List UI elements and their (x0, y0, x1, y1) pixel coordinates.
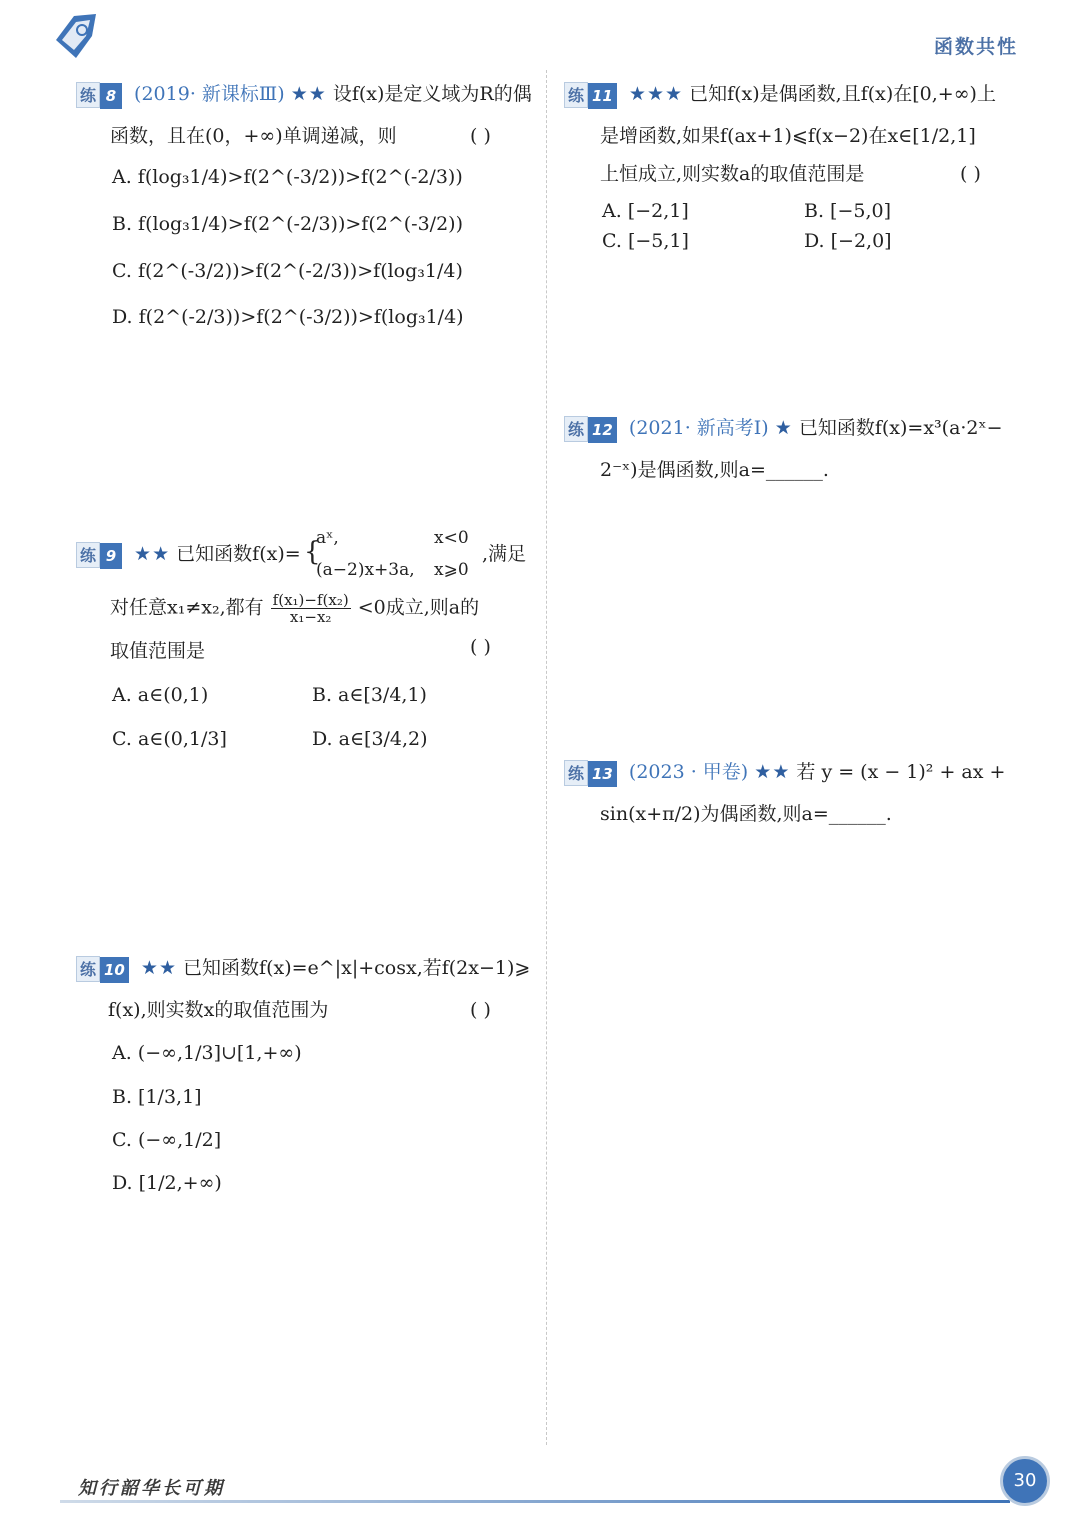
problem-text: 取值范围是 (110, 640, 206, 662)
option-c: C. a∈(0,1/3] (112, 728, 227, 750)
option-c: C. [−5,1] (602, 230, 689, 252)
option-a: A. f(log₃1/4)>f(2^(-3/2))>f(2^(-2/3)) (112, 166, 463, 188)
problem-badge: 练 11 (564, 81, 617, 109)
brace: { (304, 537, 321, 567)
problem-badge: 练 9 (76, 541, 122, 569)
problem-text: 设f(x)是定义域为R的偶 (332, 83, 532, 105)
option-d: D. [−2,0] (804, 230, 892, 252)
difficulty-stars: ★ (774, 417, 793, 439)
option-a: A. (−∞,1/3]∪[1,+∞) (112, 1042, 302, 1064)
problem-badge: 练 10 (76, 955, 129, 983)
column-divider (546, 70, 547, 1445)
option-b: B. [1/3,1] (112, 1086, 202, 1108)
footer-slogan: 知行韶华长可期 (78, 1478, 225, 1499)
problem-text: f(x),则实数x的取值范围为 (108, 999, 329, 1021)
footer-rule (60, 1500, 1010, 1503)
problem-text: 上恒成立,则实数a的取值范围是 (600, 163, 865, 185)
problem-text: 2⁻ˣ)是偶函数,则a=______. (600, 459, 829, 481)
problem-source: (2021· 新高考Ⅰ) (628, 417, 769, 439)
problem-badge: 练 8 (76, 81, 122, 109)
problem-text: 已知f(x)是偶函数,且f(x)在[0,+∞)上 (689, 83, 996, 105)
answer-paren: ( ) (470, 636, 491, 658)
problem-text: 已知函数f(x)=x³(a·2ˣ− (798, 417, 1003, 439)
option-d: D. f(2^(-2/3))>f(2^(-3/2))>f(log₃1/4) (112, 306, 464, 328)
option-b: B. a∈[3/4,1) (312, 684, 427, 706)
answer-paren: ( ) (960, 163, 981, 185)
difficulty-stars: ★★ (140, 957, 177, 979)
piecewise-case-2: (a−2)x+3a, (316, 560, 415, 580)
difficulty-stars: ★★ (134, 543, 171, 565)
problem-text: 函数，且在(0，+∞)单调递减，则 (110, 125, 397, 147)
problem-text: 是增函数,如果f(ax+1)⩽f(x−2)在x∈[1/2,1] (600, 125, 976, 147)
page-number: 30 (1000, 1456, 1050, 1506)
difficulty-stars: ★★★ (628, 83, 684, 105)
piecewise-cond-1: x<0 (434, 528, 469, 548)
difficulty-stars: ★★ (754, 761, 791, 783)
problem-text: 对任意x₁≠x₂,都有 (110, 596, 264, 619)
piecewise-case-1: aˣ, (316, 528, 339, 548)
difficulty-stars: ★★ (290, 83, 327, 105)
problem-text: sin(x+π/2)为偶函数,则a=______. (600, 803, 892, 825)
problem-badge: 练 12 (564, 415, 617, 443)
brand-logo (52, 10, 102, 62)
fraction: $\frac{\text{f(x₁)−f(x₂)}}{\text{x₁−x₂}}$ (272, 591, 349, 626)
problem-text: 已知函数f(x)= (176, 543, 301, 565)
piecewise-cond-2: x⩾0 (434, 560, 469, 580)
option-c: C. (−∞,1/2] (112, 1129, 222, 1151)
option-b: B. f(log₃1/4)>f(2^(-2/3))>f(2^(-3/2)) (112, 213, 463, 235)
option-a: A. [−2,1] (602, 200, 689, 222)
chapter-title: 函数共性 (933, 36, 1018, 58)
problem-9 (76, 528, 536, 588)
option-c: C. f(2^(-3/2))>f(2^(-2/3))>f(log₃1/4) (112, 260, 463, 282)
problem-text: <0成立,则a的 (357, 596, 480, 619)
problem-source: (2019· 新课标Ⅲ) (134, 83, 285, 105)
problem-text: 已知函数f(x)=e^|x|+cosx,若f(2x−1)⩾ (183, 957, 531, 979)
problem-text: ,满足 (482, 543, 527, 565)
problem-text: 若 y = (x − 1)² + ax + (796, 761, 1006, 783)
option-a: A. a∈(0,1) (112, 684, 209, 706)
option-b: B. [−5,0] (804, 200, 892, 222)
answer-paren: ( ) (470, 125, 491, 147)
answer-paren: ( ) (470, 999, 491, 1021)
problem-source: (2023 · 甲卷) (628, 761, 749, 783)
option-d: D. [1/2,+∞) (112, 1172, 222, 1194)
problem-badge: 练 13 (564, 759, 617, 787)
option-d: D. a∈[3/4,2) (312, 728, 428, 750)
